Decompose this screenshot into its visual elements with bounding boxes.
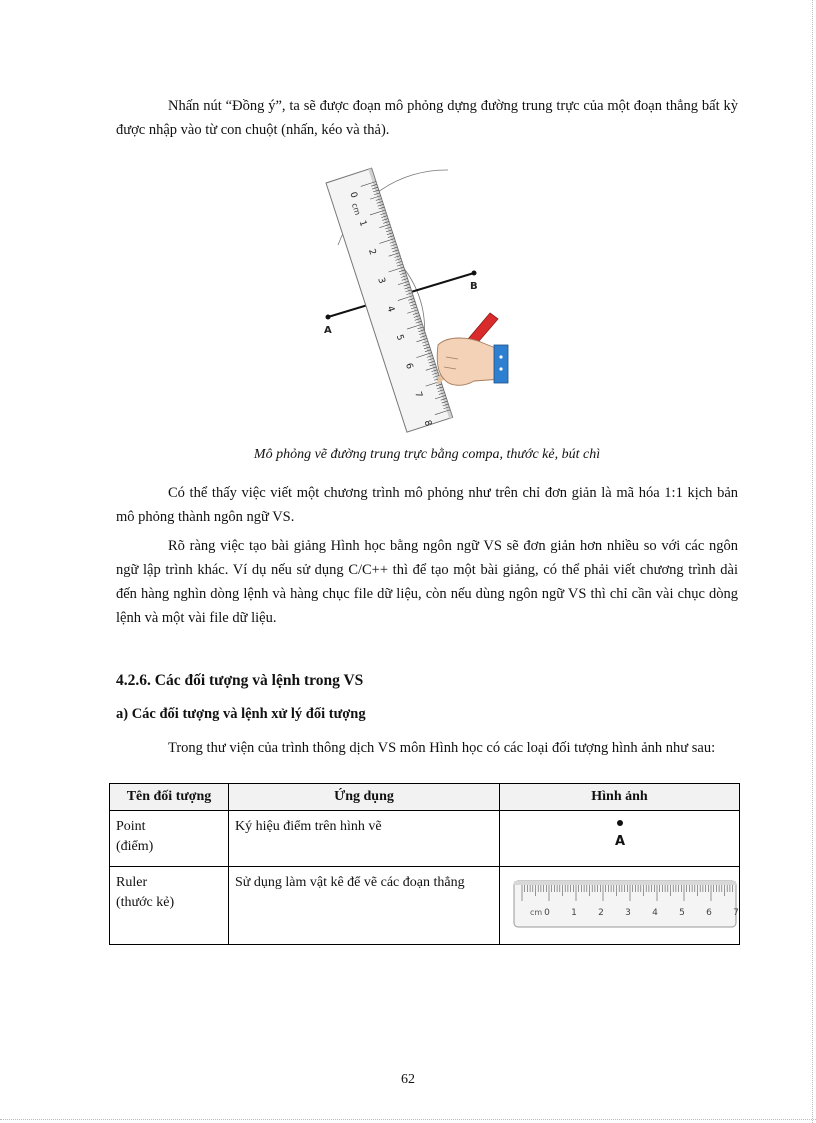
- ruler-name-vi: (thước kẻ): [116, 895, 175, 910]
- ruler-icon-number: 1: [570, 908, 577, 918]
- point-name-vi: (điểm): [116, 839, 154, 854]
- cell-ruler-image: [500, 867, 740, 945]
- header-usage: Ứng dụng: [229, 784, 500, 811]
- header-image: Hình ảnh: [500, 784, 740, 811]
- paragraph-object-library: Trong thư viện của trình thông dịch VS môn Hình học có các loại đối tượng hình ảnh như sau:: [168, 740, 716, 756]
- ruler-number: 8: [421, 419, 433, 428]
- cell-point-image: [500, 811, 740, 867]
- point-image-label: A: [614, 834, 625, 849]
- ruler-number: 1: [356, 219, 368, 228]
- ruler-icon-unit: cm: [529, 908, 542, 917]
- subsection-heading: a) Các đối tượng và lệnh xử lý đối tượng: [116, 706, 366, 722]
- figure-caption: Mô phỏng vẽ đường trung trực bằng compa, thước kẻ, bút chì: [253, 447, 601, 462]
- cell-ruler-usage: Sử dụng làm vật kê để vẽ các đoạn thẳng: [229, 867, 500, 945]
- ruler-number: 3: [375, 276, 387, 285]
- ruler-unit-label: cm: [349, 201, 363, 217]
- ruler-number: 5: [393, 333, 406, 343]
- page-bottom-border: [0, 1119, 816, 1120]
- page-right-border: [812, 0, 813, 1123]
- ruler-icon-number: 4: [651, 908, 658, 918]
- ruler-number: 7: [412, 390, 424, 400]
- ruler-icon-number: 7: [732, 908, 739, 918]
- table-row: [110, 867, 740, 945]
- cell-ruler-name: [110, 867, 229, 945]
- label-a: A: [324, 325, 332, 336]
- point-name: Point: [116, 819, 146, 834]
- point-a-dot: [326, 315, 331, 320]
- table-header-row: [110, 784, 740, 811]
- ruler-name: Ruler: [116, 875, 148, 890]
- table-row: [110, 811, 740, 867]
- page-number: 62: [401, 1072, 415, 1087]
- ruler-icon-number: 0: [543, 908, 550, 918]
- paragraph-intro: Nhấn nút “Đồng ý”, ta sẽ được đoạn mô phỏng dựng đường trung trực của một đoạn thẳng bất kỳ được nhập vào từ con chuột (nhấn, kéo và thả).: [116, 98, 738, 138]
- ruler-icon-number: 6: [705, 908, 712, 918]
- section-heading: 4.2.6. Các đối tượng và lệnh trong VS: [116, 672, 364, 689]
- objects-table: [109, 783, 740, 945]
- hand-icon: [437, 338, 508, 385]
- paragraph-vs-encoding: Có thể thấy việc viết một chương trình mô phỏng như trên chỉ đơn giản là mã hóa 1:1 kịch bản mô phỏng thành ngôn ngữ VS.: [116, 485, 738, 525]
- paragraph-comparison: Rõ ràng việc tạo bài giảng Hình học bằng ngôn ngữ VS sẽ đơn giản hơn nhiều so với các ngôn ngữ lập trình khác. Ví dụ nếu sử dụng C/C++ thì để tạo một bài giảng, có thể phải viết chương trình dài đến hàng nghìn dòng lệnh và hàng chục file dữ liệu, còn nếu dùng ngôn ngữ VS thì chỉ cần vài chục dòng lệnh và một vài file dữ liệu.: [116, 538, 738, 626]
- ruler-body: [326, 168, 453, 432]
- sleeve-cuff: [494, 345, 508, 383]
- ruler-icon-number: 3: [624, 908, 631, 918]
- ruler-figure: [326, 168, 453, 433]
- point-b-dot: [472, 271, 477, 276]
- label-b: B: [470, 281, 478, 292]
- figure-perpendicular-bisector: [298, 165, 508, 435]
- cell-point-name: [110, 811, 229, 867]
- ruler-number: 0: [347, 190, 359, 200]
- ruler-icon: [510, 873, 739, 933]
- point-a-icon: [605, 817, 635, 853]
- header-object-name: Tên đối tượng: [110, 784, 229, 811]
- ruler-number: 4: [384, 304, 396, 314]
- ruler-number: 6: [403, 362, 415, 371]
- ruler-icon-number: 5: [678, 908, 685, 918]
- cell-point-usage: Ký hiệu điểm trên hình vẽ: [229, 811, 500, 867]
- ruler-number: 2: [365, 247, 378, 257]
- ruler-icon-number: 2: [597, 908, 604, 918]
